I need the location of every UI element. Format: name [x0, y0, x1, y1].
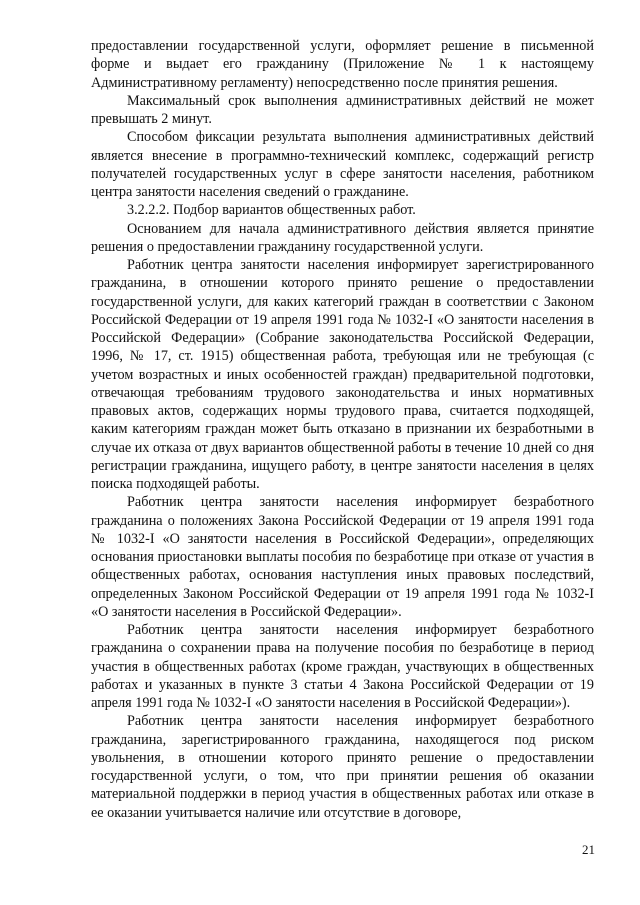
paragraph-informs-benefit: Работник центра занятости населения информирует безработного гражданина о сохранении права на получение пособия по безработице в период участия в общественных работах (кроме граждан, участвующих в общественных работах и указанных в пункте 3 статьи 4 Закона Российской Федерации от 19 апреля 1991 года № 1032-I «О занятости населения в Российской Федерации»).: [91, 622, 594, 711]
paragraph-continuation: предоставлении государственной услуги, оформляет решение в письменной форме и выдает его гражданину (Приложение № 1 к настоящему Административному регламенту) непосредственно после принятия решения.: [91, 38, 594, 91]
page-number: 21: [582, 842, 595, 857]
paragraph-informs-categories: Работник центра занятости населения информирует зарегистрированного гражданина, в отношении которого принято решение о предоставлении государственной услуги, для каких категорий граждан в соответствии с Законом Российской Федерации от 19 апреля 1991 года № 1032-I «О занятости населения в Российской Федерации» (Собрание законодательства Российской Федерации, 1996, № 17, ст. 1915) общественная работа, требующая или не требующая (с учетом возрастных и иных особенностей граждан) предварительной подготовки, отвечающая требованиям трудового законодательства и иных нормативных правовых актов, содержащих нормы трудового права, считается подходящей, каким категориям граждан может быть отказано в признании их безработными в случае их отказа от двух вариантов общественной работы в течение 10 дней со дня регистрации гражданина, ищущего работу, в центре занятости населения в целях поиска подходящей работы.: [91, 257, 594, 492]
document-body: [91, 37, 594, 822]
section-heading: 3.2.2.2. Подбор вариантов общественных работ.: [127, 202, 416, 219]
paragraph-max-duration: Максимальный срок выполнения административных действий не может превышать 2 минут.: [91, 92, 594, 127]
paragraph-basis: Основанием для начала административного действия является принятие решения о предоставлении гражданину государственной услуги.: [91, 220, 594, 255]
paragraph-informs-law: Работник центра занятости населения информирует безработного гражданина о положениях Закона Российской Федерации от 19 апреля 1991 года № 1032-I «О занятости населения в Российской Федерации», определяющих основания приостановки выплаты пособия по безработице при отказе от участия в общественных работах, основания наступления иных правовых последствий, определенных Законом Российской Федерации от 19 апреля 1991 года № 1032-I «О занятости населения в Российской Федерации».: [91, 494, 594, 620]
paragraph-recording-method: Способом фиксации результата выполнения административных действий является внесение в программно-технический комплекс, содержащий регистр получателей государственных услуг в сфере занятости населения, работником центра занятости населения сведений о гражданине.: [91, 129, 594, 200]
paragraph-informs-support: Работник центра занятости населения информирует безработного гражданина, зарегистрированного гражданина, находящегося под риском увольнения, в отношении которого принято решение о предоставлении государственной услуги, о том, что при принятии решения об оказании материальной поддержки в период участия в общественных работах или отказе в ее оказании учитывается наличие или отсутствие в договоре,: [91, 713, 594, 821]
